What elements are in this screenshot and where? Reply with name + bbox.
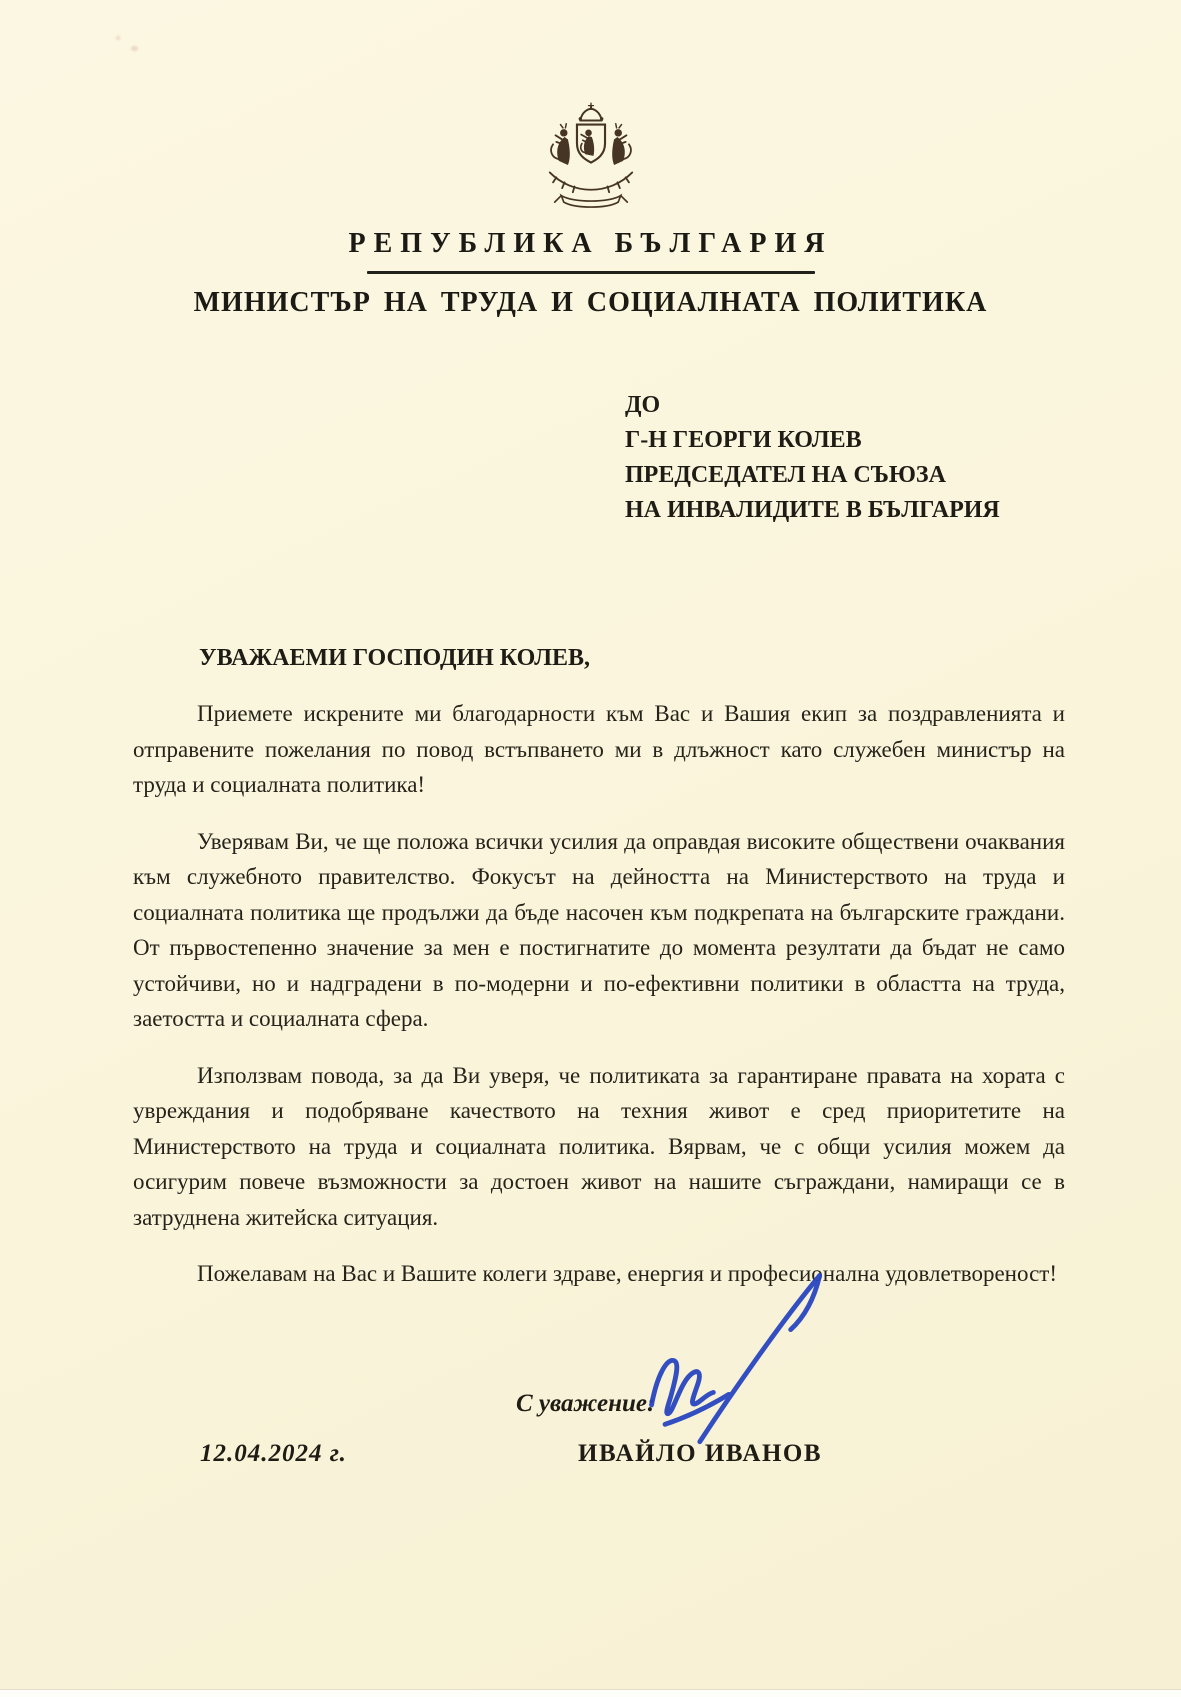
paragraph-4: Пожелавам на Вас и Вашите колеги здраве, енергия и професионална удовлетвореност! — [197, 1261, 1057, 1286]
paragraph-2: Уверявам Ви, че ще положа всички усилия да оправдая високите обществени очаквания към служебното правителство. Фокусът на дейността на Министерството на труда и социалната политика ще продължи да бъде насочен към подкрепата на българските граждани. От първостепенно значение за мен е постигнатите до момента резултати да бъдат не само устойчиви, но и надградени в по-модерни и по-ефективни политики в областта на труда, заетостта и социалната сфера. — [133, 828, 1065, 1031]
republic-title: РЕПУБЛИКА БЪЛГАРИЯ — [348, 228, 833, 259]
scan-artifact — [116, 36, 120, 40]
recipient-to: ДО — [625, 392, 661, 418]
recipient-name: Г-Н ГЕОРГИ КОЛЕВ — [625, 427, 862, 453]
salutation: УВАЖАЕМИ ГОСПОДИН КОЛЕВ, — [199, 645, 590, 671]
paragraph-3: Използвам повода, за да Ви уверя, че политиката за гарантиране правата на хората с увреждания и подобряване качеството на техния живот е сред приоритетите на Министерството на труда и социалната политика. Вярвам, че с общи усилия можем да осигурим повече възможности за достоен живот на нашите съграждани, намиращи се в затруднена житейска ситуация. — [133, 1062, 1065, 1230]
letter-date: 12.04.2024 г. — [200, 1440, 347, 1467]
scan-artifact — [131, 46, 138, 51]
paragraph-1: Приемете искрените ми благодарности към Вас и Вашия екип за поздравленията и отправените пожелания по повод встъпването ми в длъжност като служебен министър на труда и социалната политика! — [133, 701, 1065, 797]
ministry-title: МИНИСТЪР НА ТРУДА И СОЦИАЛНАТА ПОЛИТИКА — [193, 287, 988, 318]
recipient-title-line1: ПРЕДСЕДАТЕЛ НА СЪЮЗА — [625, 462, 946, 488]
letterhead-rule — [367, 271, 815, 274]
scan-edge — [0, 1689, 1181, 1697]
signer-name: ИВАЙЛО ИВАНОВ — [578, 1440, 823, 1467]
recipient-block — [625, 388, 1000, 528]
valediction: С уважение: — [516, 1390, 656, 1417]
bulgaria-coat-of-arms-icon — [525, 102, 657, 233]
handwritten-signature-icon — [636, 1262, 868, 1467]
letter-body — [133, 645, 1065, 1292]
recipient-title-line2: НА ИНВАЛИДИТЕ В БЪЛГАРИЯ — [625, 497, 1000, 523]
